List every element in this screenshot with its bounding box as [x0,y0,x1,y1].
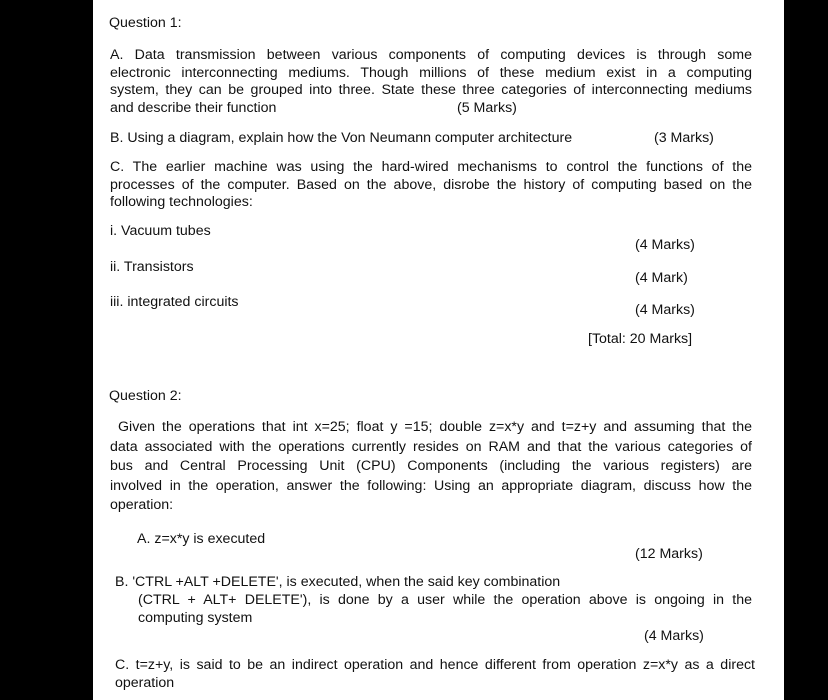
q1-total-marks: [Total: 20 Marks] [588,331,693,347]
q2-intro-line: bus and Central Processing Unit (CPU) Components (including the various registers) are [110,458,752,474]
q1-item-vacuum-tubes-marks: (4 Marks) [635,237,695,253]
q1-item-transistors-marks: (4 Mark) [635,270,688,286]
q2-c-line: C. t=z+y, is said to be an indirect operation and hence different from operation z=x*y as a direct [115,657,755,673]
q2-heading: Question 2: [109,388,182,404]
q1-item-transistors: ii. Transistors [110,259,194,275]
q1-a-text [110,47,752,117]
q2-c-text [115,657,755,692]
document-page [93,0,784,700]
q2-intro-line: involved in the operation, answer the following: Using an appropriate diagram, discuss how the [110,477,752,494]
q1-b-text: B. Using a diagram, explain how the Von Neumann computer architecture [110,130,573,146]
q2-a-marks: (12 Marks) [635,546,703,562]
q1-a-marks: (5 Marks) [457,100,517,116]
q2-b-line: computing system [138,609,253,626]
q2-a-text: A. z=x*y is executed [137,531,266,547]
q1-item-vacuum-tubes: i. Vacuum tubes [110,223,211,239]
q1-c-line: C. The earlier machine was using the hard-wired mechanisms to control the functions of the [110,159,752,175]
q1-a-line: electronic interconnecting mediums. Though millions of these medium exist in a computing [110,64,752,81]
q1-heading: Question 1: [109,15,182,31]
q1-c-text [110,159,752,212]
q2-b-line: (CTRL + ALT+ DELETE'), is done by a user while the operation above is ongoing in the [138,592,752,608]
q2-c-line: operation [115,674,175,691]
q2-b-line1: B. 'CTRL +ALT +DELETE', is executed, when the said key combination [115,574,561,590]
q1-c-line: following technologies: [110,194,253,211]
q2-b-marks: (4 Marks) [644,628,704,644]
q2-b-text [138,592,752,627]
q1-b-marks: (3 Marks) [654,130,714,146]
q1-a-line: system, they can be grouped into three. State these three categories of interconnecting mediums [110,82,752,99]
q2-intro-line: data associated with the operations currently resides on RAM and that the various categories of [110,438,752,455]
q2-intro-line: Given the operations that int x=25; float y =15; double z=x*y and t=z+y and assuming that the [118,419,752,435]
q1-a-line: A. Data transmission between various components of computing devices is through some [110,47,752,63]
q1-item-integrated-circuits: iii. integrated circuits [110,294,239,310]
q2-intro-text [110,418,752,516]
q1-c-line: processes of the computer. Based on the above, disrobe the history of computing based on the [110,176,752,193]
q2-intro-line: operation: [110,497,174,513]
q1-item-integrated-circuits-marks: (4 Marks) [635,302,695,318]
q1-a-line: and describe their function [110,99,277,116]
